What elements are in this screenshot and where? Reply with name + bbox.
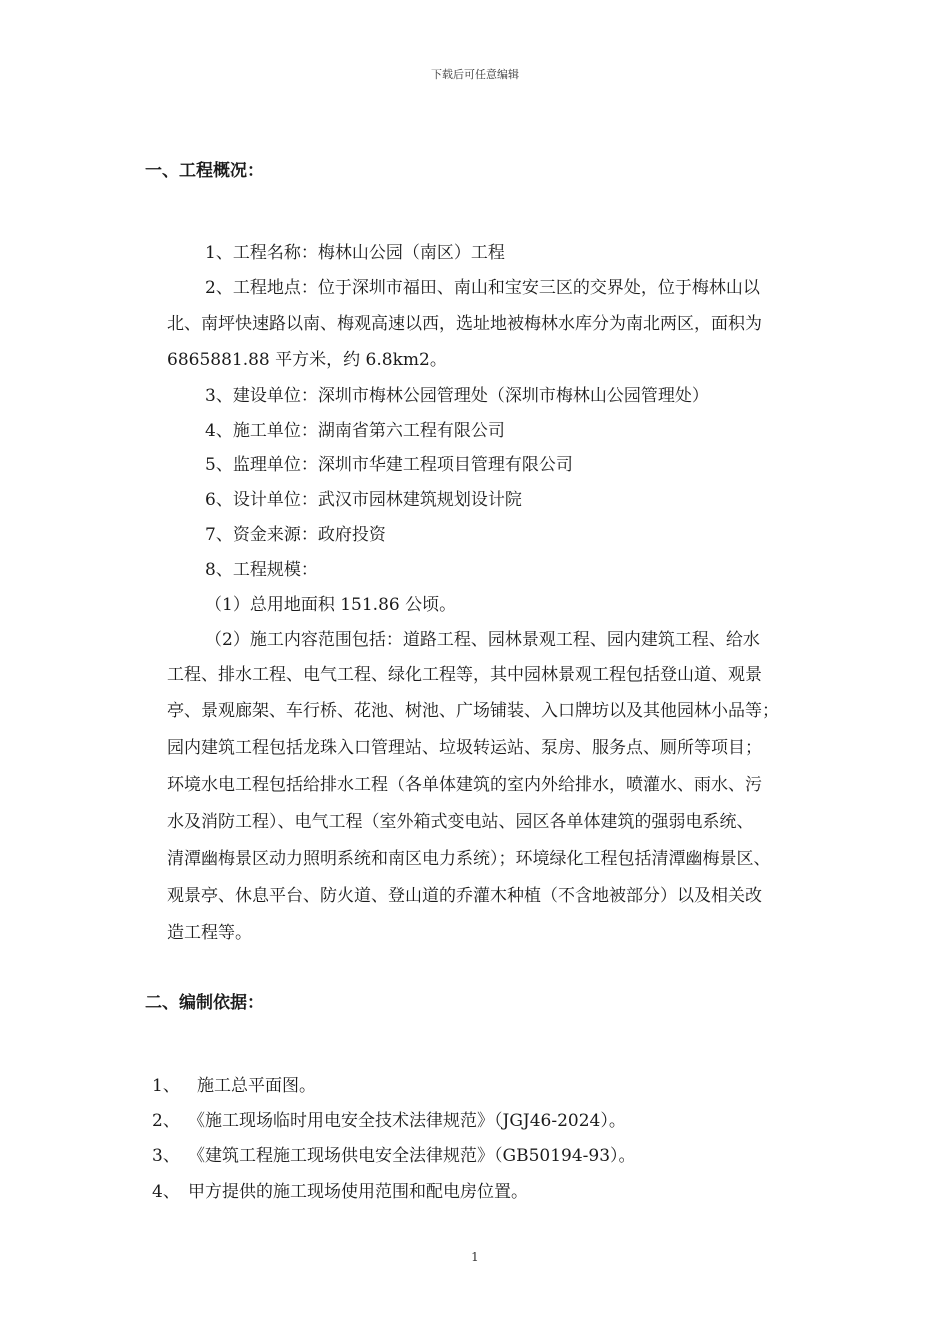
item-location-line-2: 北、南坪快速路以南、梅观高速以西，选址地被梅林水库分为南北两区，面积为 <box>167 314 762 334</box>
item-scope-line-1: （2）施工内容范围包括：道路工程、园林景观工程、园内建筑工程、给水 <box>205 630 760 650</box>
basis-item-text: 施工总平面图。 <box>197 1076 316 1096</box>
item-scale: 8、工程规模： <box>205 560 318 580</box>
item-scope-line-6: 水及消防工程）、电气工程（室外箱式变电站、园区各单体建筑的强弱电系统、 <box>167 812 754 832</box>
section-heading-basis: 二、编制依据： <box>145 993 264 1013</box>
basis-item-number: 4、 <box>152 1182 180 1202</box>
item-scope-line-4: 园内建筑工程包括龙珠入口管理站、垃圾转运站、泵房、服务点、厕所等项目； <box>167 738 762 758</box>
basis-item-number: 2、 <box>152 1111 180 1131</box>
basis-item-text: 甲方提供的施工现场使用范围和配电房位置。 <box>188 1182 528 1202</box>
item-scope-line-8: 观景亭、休息平台、防火道、登山道的乔灌木种植（不含地被部分）以及相关改 <box>167 886 762 906</box>
basis-item-number: 3、 <box>152 1146 180 1166</box>
basis-item-number: 1、 <box>152 1076 180 1096</box>
item-builder: 3、建设单位：深圳市梅林公园管理处（深圳市梅林山公园管理处） <box>205 386 709 406</box>
item-project-name: 1、工程名称：梅林山公园（南区）工程 <box>205 243 505 263</box>
item-funding: 7、资金来源：政府投资 <box>205 525 386 545</box>
section-heading-overview: 一、工程概况： <box>145 161 264 181</box>
item-scope-line-3: 亭、景观廊架、车行桥、花池、树池、广场铺装、入口牌坊以及其他园林小品等； <box>167 701 779 721</box>
item-scope-line-2: 工程、排水工程、电气工程、绿化工程等，其中园林景观工程包括登山道、观景 <box>167 665 762 685</box>
item-designer: 6、设计单位：武汉市园林建筑规划设计院 <box>205 490 522 510</box>
basis-item-text: 《施工现场临时用电安全技术法律规范》（JGJ46-2024）。 <box>188 1111 626 1131</box>
item-scope-line-5: 环境水电工程包括给排水工程（各单体建筑的室内外给排水，喷灌水、雨水、污 <box>167 775 762 795</box>
item-scale-area: （1）总用地面积 151.86 公顷。 <box>205 595 457 615</box>
item-supervisor: 5、监理单位：深圳市华建工程项目管理有限公司 <box>205 455 573 475</box>
item-location-line-3: 6865881.88 平方米，约 6.8km2。 <box>167 350 447 370</box>
item-contractor: 4、施工单位：湖南省第六工程有限公司 <box>205 421 505 441</box>
page-number: 1 <box>471 1250 479 1264</box>
page-header-note: 下载后可任意编辑 <box>431 68 519 81</box>
basis-item-text: 《建筑工程施工现场供电安全法律规范》（GB50194-93）。 <box>188 1146 636 1166</box>
item-scope-line-7: 清潭幽梅景区动力照明系统和南区电力系统）；环境绿化工程包括清潭幽梅景区、 <box>167 849 771 869</box>
item-location-line-1: 2、工程地点：位于深圳市福田、南山和宝安三区的交界处，位于梅林山以 <box>205 278 760 298</box>
item-scope-line-9: 造工程等。 <box>167 923 252 943</box>
